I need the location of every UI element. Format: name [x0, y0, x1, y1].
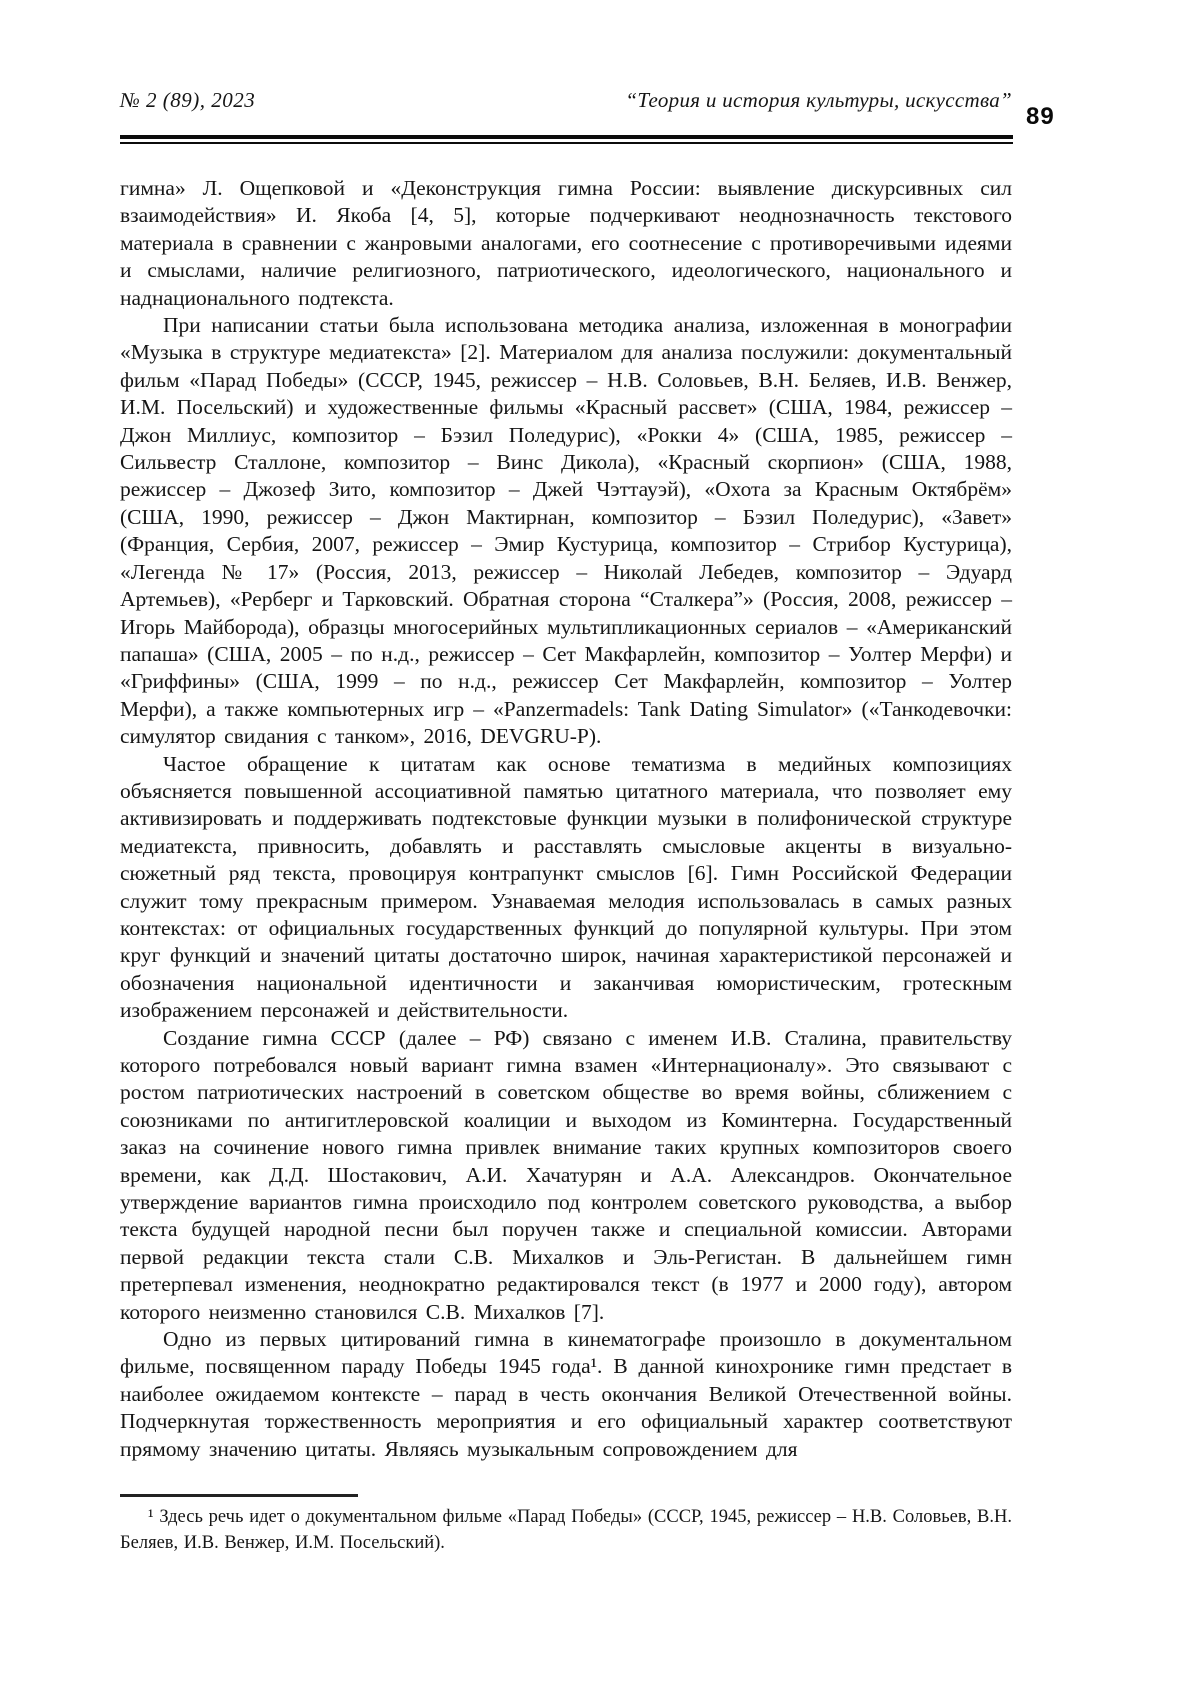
footnote-text: ¹ Здесь речь идет о документальном фильме «Парад Победы» (СССР, 1945, режиссер – Н.В. Соловьев, В.Н. Беляев, И.В. Венжер, И.М. Посельский). [120, 1507, 1012, 1553]
header-rule [120, 135, 1013, 144]
paragraph: гимна» Л. Ощепковой и «Деконструкция гимна России: выявление дискурсивных сил взаимодействия» И. Якоба [4, 5], которые подчеркивают неоднозначность текстового материала в сравнении с жанровыми аналогами, его соотнесение с противоречивыми идеями и смыслами, наличие религиозного, патриотического, идеологического, национального и наднационального подтекста. [120, 176, 1012, 310]
issue-label: № 2 (89), 2023 [120, 88, 256, 112]
journal-title: “Теория и история культуры, искусства” [625, 88, 1012, 112]
paragraph: Частое обращение к цитатам как основе тематизма в медийных композициях объясняется повышенной ассоциативной памятью цитатного материала, что позволяет ему активизировать и поддерживать подтекстовые функции музыки в полифонической структуре медиатекста, привносить, добавлять и расставлять смысловые акценты в визуально-сюжетный ряд текста, провоцируя контрапункт смыслов [6]. Гимн Российской Федерации служит тому прекрасным примером. Узнаваемая мелодия использовалась в самых разных контекстах: от официальных государственных функций до популярной культуры. При этом круг функций и значений цитаты достаточно широк, начиная характеристикой персонажей и обозначения национальной идентичности и заканчивая юмористическим, гротескным изображением персонажей и действительности. [120, 751, 1012, 1023]
page-header [120, 88, 1012, 113]
body-text [120, 175, 1012, 1463]
paragraph: Одно из первых цитирований гимна в кинематографе произошло в документальном фильме, посвященном параду Победы 1945 года¹. В данной кинохронике гимн предстает в наиболее ожидаемом контексте – парад в честь окончания Великой Отечественной войны. Подчеркнутая торжественность мероприятия и его официальный характер соответствуют прямому значению цитаты. Являясь музыкальным сопровождением для [120, 1327, 1012, 1461]
paragraph: Создание гимна СССР (далее – РФ) связано с именем И.В. Сталина, правительству которого потребовался новый вариант гимна взамен «Интернационалу». Это связывают с ростом патриотических настроений в советском обществе во время войны, сближением с союзниками по антигитлеровской коалиции и выходом из Коминтерна. Государственный заказ на сочинение нового гимна привлек внимание таких крупных композиторов своего времени, как Д.Д. Шостакович, А.И. Хачатурян и А.А. Александров. Окончательное утверждение вариантов гимна происходило под контролем советского руководства, а выбор текста будущей народной песни был поручен также и специальной комиссии. Авторами первой редакции текста стали С.В. Михалков и Эль-Регистан. В дальнейшем гимн претерпевал изменения, неоднократно редактировался текст (в 1977 и 2000 году), автором которого неизменно становился С.В. Михалков [7]. [120, 1025, 1012, 1324]
page-number: 89 [1026, 103, 1055, 130]
footnote-separator [120, 1494, 358, 1497]
paragraph: При написании статьи была использована методика анализа, изложенная в монографии «Музыка в структуре медиатекста» [2]. Материалом для анализа послужили: документальный фильм «Парад Победы» (СССР, 1945, режиссер – Н.В. Соловьев, В.Н. Беляев, И.В. Венжер, И.М. Посельский) и художественные фильмы «Красный рассвет» (США, 1984, режиссер – Джон Миллиус, композитор – Бэзил Поледурис), «Рокки 4» (США, 1985, режиссер – Сильвестр Сталлоне, композитор – Винс Дикола), «Красный скорпион» (США, 1988, режиссер – Джозеф Зито, композитор – Джей Чэттауэй), «Охота за Красным Октябрём» (США, 1990, режиссер – Джон Мактирнан, композитор – Бэзил Поледурис), «Завет» (Франция, Сербия, 2007, режиссер – Эмир Кустурица, композитор – Стрибор Кустурица), «Легенда № 17» (Россия, 2013, режиссер – Николай Лебедев, композитор – Эдуард Артемьев), «Рерберг и Тарковский. Обратная сторона “Сталкера”» (Россия, 2008, режиссер – Игорь Майборода), образцы многосерийных мультипликационных сериалов – «Американский папаша» (США, 2005 – по н.д., режиссер – Сет Макфарлейн, композитор – Уолтер Мерфи) и «Гриффины» (США, 1999 – по н.д., режиссер Сет Макфарлейн, композитор – Уолтер Мерфи), а также компьютерных игр – «Panzermadels: Tank Dating Simulator» («Танкодевочки: симулятор свидания с танком», 2016, DEVGRU-P). [120, 313, 1012, 749]
